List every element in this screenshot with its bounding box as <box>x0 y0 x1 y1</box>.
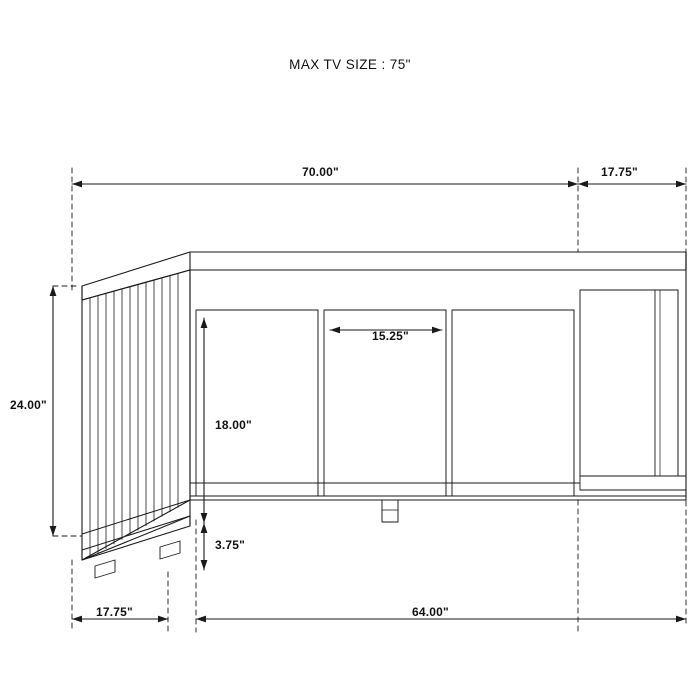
dimension-label-door-height: 18.00" <box>215 418 252 432</box>
dimension-label-overall-width: 70.00" <box>302 165 339 179</box>
dimension-label-base-width: 64.00" <box>412 605 449 619</box>
dimension-label-overall-height: 24.00" <box>10 398 47 412</box>
page-title: MAX TV SIZE : 75" <box>289 57 411 72</box>
dimension-label-door-width: 15.25" <box>372 329 409 343</box>
dimension-label-depth-top: 17.75" <box>601 165 638 179</box>
dimension-label-base-clearance: 3.75" <box>215 538 246 552</box>
dimension-label-depth-bottom: 17.75" <box>96 605 133 619</box>
